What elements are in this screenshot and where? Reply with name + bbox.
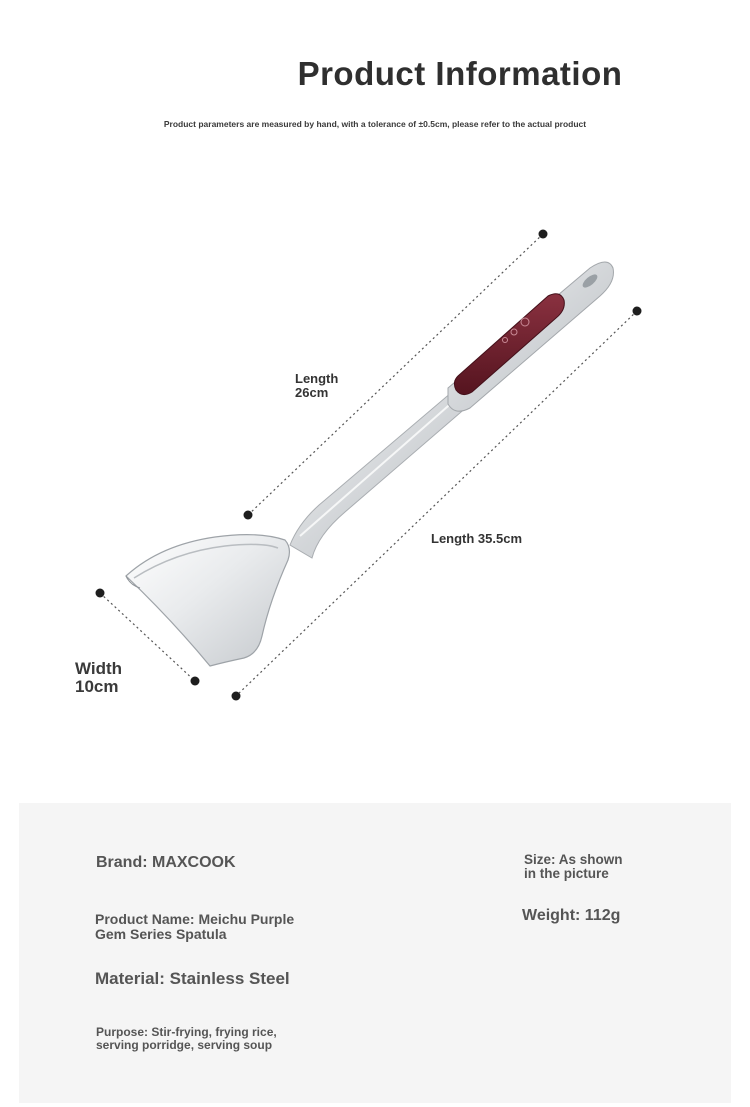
spec-brand: Brand: MAXCOOK	[96, 854, 236, 871]
width-label: Width 10cm	[75, 659, 123, 696]
measurement-disclaimer: Product parameters are measured by hand, with a tolerance of ±0.5cm, please refer to the actual product	[163, 119, 587, 129]
spec-size: Size: As shown in the picture	[524, 852, 623, 882]
page-title: Product Information	[297, 55, 623, 92]
handle-length-label: Length 26cm	[295, 371, 339, 400]
spec-panel	[19, 803, 731, 1103]
spec-weight: Weight: 112g	[522, 907, 621, 924]
spatula-image	[126, 262, 613, 666]
dimension-line-total	[232, 307, 642, 701]
spec-product-name: Product Name: Meichu Purple Gem Series Spatula	[95, 911, 295, 942]
spec-material: Material: Stainless Steel	[95, 969, 290, 988]
total-length-label: Length 35.5cm	[431, 531, 523, 546]
spec-purpose: Purpose: Stir-frying, frying rice, serving porridge, serving soup	[96, 1025, 277, 1052]
